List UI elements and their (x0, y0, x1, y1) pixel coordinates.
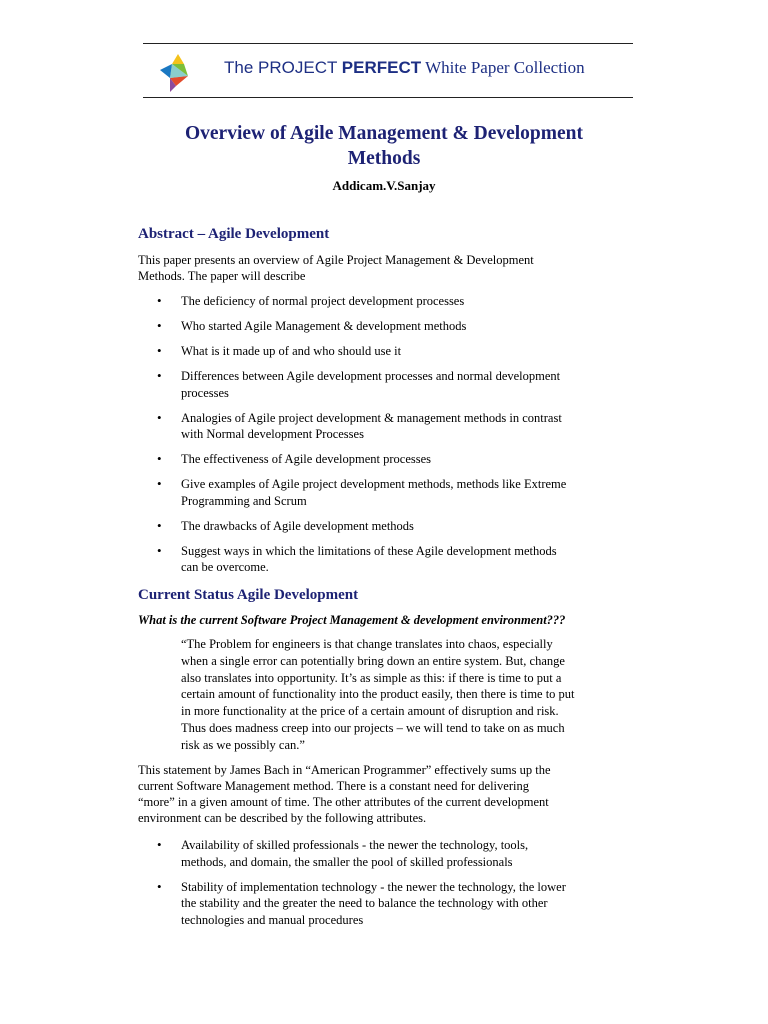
quote-line: risk as we possibly can.” (181, 737, 305, 752)
list-item-text: • Stability of implementation technology - the newer the technology, the lower (181, 879, 566, 894)
list-item-text: • Give examples of Agile project development methods, methods like Extreme (181, 477, 567, 491)
abstract-intro-line-1: This paper presents an overview of Agile Project Management & Development (138, 253, 534, 267)
quote-line: certain amount of functionality into the product easily, then there is time to put (181, 687, 575, 702)
quote-line: Thus does madness creep into our projects – we will tend to take on as much (181, 720, 565, 735)
quote-line: “The Problem for engineers is that change translates into chaos, especially (181, 637, 553, 651)
list-item (138, 518, 618, 535)
environment-question: What is the current Software Project Management & development environment??? (138, 613, 566, 627)
status-bullet-list (138, 837, 618, 937)
paragraph-line: current Software Management method. There is a constant need for delivering (138, 779, 529, 793)
list-item (138, 451, 618, 468)
quote-line: when a single error can potentially bring down an entire system. But, change (181, 653, 565, 668)
abstract-heading: Abstract – Agile Development (138, 226, 330, 242)
author-name: Addicam.V.Sanjay (332, 178, 436, 193)
list-item-text: • Who started Agile Management & development methods (181, 319, 467, 333)
header-top-rule (143, 43, 633, 44)
list-item (138, 318, 618, 335)
list-item (138, 879, 618, 929)
list-item-text: • The deficiency of normal project development processes (181, 294, 465, 308)
brand-suffix: White Paper Collection (421, 58, 585, 77)
list-item-text: the stability and the greater the need to balance the technology with other (181, 896, 548, 910)
status-paragraph (138, 762, 628, 826)
quote-line: also translates into opportunity. It’s as simple as this: if there is time to put a (181, 670, 562, 685)
quote-line: in more functionality at the price of a certain amount of disruption and risk. (181, 704, 559, 719)
paragraph-line: environment can be described by the following attributes. (138, 811, 427, 825)
abstract-intro-line-2: Methods. The paper will describe (138, 269, 306, 283)
list-item (138, 837, 618, 870)
james-bach-quote (181, 636, 631, 754)
abstract-intro (138, 252, 608, 284)
paragraph-line: This statement by James Bach in “American Programmer” effectively sums up the (138, 763, 551, 777)
paragraph-line: “more” in a given amount of time. The other attributes of the current development (138, 795, 549, 809)
list-item-text: technologies and manual procedures (181, 912, 364, 927)
list-item-text: with Normal development Processes (181, 427, 364, 441)
abstract-bullet-list (138, 293, 618, 584)
list-item (138, 293, 618, 310)
brand-title (224, 58, 585, 78)
brand-bold: PERFECT (341, 58, 422, 77)
current-status-heading: Current Status Agile Development (138, 587, 359, 603)
list-item-text: • What is it made up of and who should use it (181, 344, 402, 358)
title-line-2: Methods (347, 148, 421, 169)
list-item-text: • The effectiveness of Agile development processes (181, 452, 432, 466)
list-item-text: • Suggest ways in which the limitations of these Agile development methods (181, 543, 557, 558)
list-item (138, 476, 618, 509)
brand-prefix: The PROJECT (224, 58, 342, 77)
list-item-text: processes (181, 385, 229, 400)
list-item-text: can be overcome. (181, 560, 269, 574)
list-item (138, 343, 618, 360)
list-item (138, 368, 618, 401)
project-perfect-logo-icon (158, 52, 192, 94)
list-item-text: • Availability of skilled professionals - the newer the technology, tools, (181, 838, 529, 852)
document-title (143, 121, 625, 171)
list-item (138, 410, 618, 443)
list-item-text: • Analogies of Agile project development & management methods in contrast (181, 410, 562, 425)
list-item-text: • The drawbacks of Agile development methods (181, 518, 414, 533)
title-line-1: Overview of Agile Management & Development (184, 123, 584, 144)
list-item-text: Programming and Scrum (181, 493, 307, 508)
list-item-text: • Differences between Agile development processes and normal development (181, 369, 561, 383)
header-bottom-rule (143, 97, 633, 98)
list-item (138, 543, 618, 576)
list-item-text: methods, and domain, the smaller the pool of skilled professionals (181, 854, 513, 869)
